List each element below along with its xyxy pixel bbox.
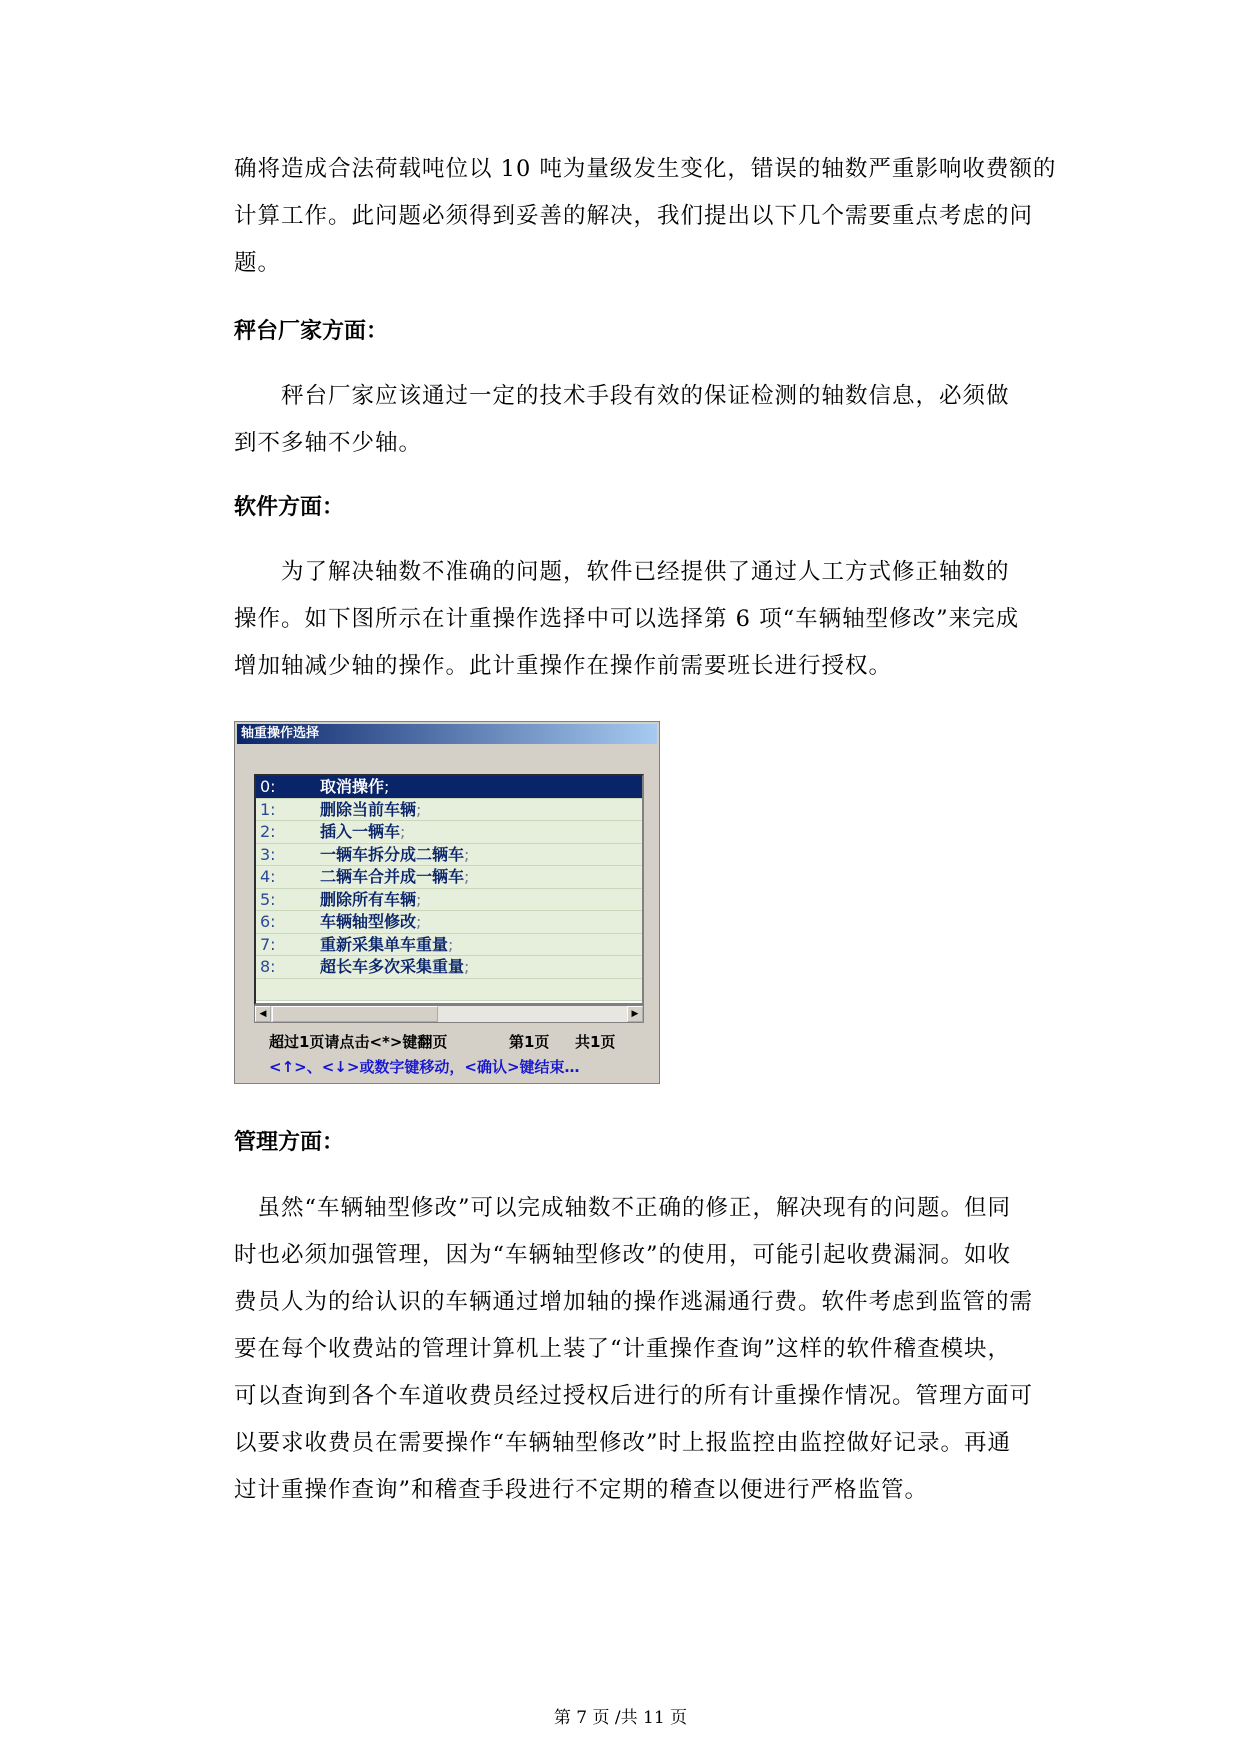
item-label: 删除所有车辆; bbox=[320, 889, 422, 909]
list-item[interactable] bbox=[256, 934, 642, 957]
scroll-left-icon[interactable]: ◀ bbox=[255, 1006, 271, 1022]
text-line: 过计重操作查询”和稽查手段进行不定期的稽查以便进行严格监管。 bbox=[234, 1477, 929, 1503]
text-line: 增加轴减少轴的操作。此计重操作在操作前需要班长进行授权。 bbox=[234, 653, 893, 679]
total-pages: 共1页 bbox=[575, 1033, 616, 1051]
item-label: 超长车多次采集重量; bbox=[320, 957, 470, 976]
item-number: 6: bbox=[260, 912, 276, 931]
paragraph-4 bbox=[234, 1185, 1086, 1514]
text-line: 计算工作。此问题必须得到妥善的解决，我们提出以下几个需要重点考虑的问 bbox=[234, 203, 1034, 229]
item-number: 8: bbox=[260, 957, 276, 976]
item-label: 插入一辆车; bbox=[320, 822, 406, 841]
heading-scale-vendor: 秤台厂家方面： bbox=[234, 319, 389, 344]
list-item[interactable] bbox=[256, 911, 642, 934]
text-line: 为了解决轴数不准确的问题，软件已经提供了通过人工方式修正轴数的 bbox=[234, 559, 1010, 585]
item-label: 一辆车拆分成二辆车; bbox=[320, 844, 470, 864]
dialog-title: 轴重操作选择 bbox=[237, 724, 657, 744]
item-label: 车辆轴型修改; bbox=[320, 912, 422, 931]
list-item[interactable] bbox=[256, 821, 642, 844]
item-number: 3: bbox=[260, 844, 276, 864]
item-number: 4: bbox=[260, 867, 276, 886]
horizontal-scrollbar[interactable] bbox=[254, 1005, 644, 1023]
item-number: 2: bbox=[260, 822, 276, 841]
item-label: 重新采集单车重量; bbox=[320, 934, 454, 954]
paragraph-3 bbox=[234, 549, 1086, 690]
item-label: 删除当前车辆; bbox=[320, 799, 422, 819]
heading-software: 软件方面： bbox=[234, 495, 345, 520]
heading-management: 管理方面： bbox=[234, 1130, 345, 1155]
key-instructions: <↑>、<↓>或数字键移动，<确认>键结束… bbox=[269, 1058, 580, 1076]
text-line: 秤台厂家应该通过一定的技术手段有效的保证检测的轴数信息，必须做 bbox=[234, 383, 1010, 409]
list-item[interactable] bbox=[256, 776, 642, 799]
page-hint: 超过1页请点击<*>键翻页 bbox=[269, 1033, 448, 1051]
axle-operation-dialog bbox=[234, 721, 660, 1084]
list-item[interactable] bbox=[256, 844, 642, 867]
list-item[interactable] bbox=[256, 956, 642, 979]
operation-list[interactable] bbox=[254, 774, 644, 1005]
item-label: 二辆车合并成一辆车; bbox=[320, 867, 470, 886]
text-line: 确将造成合法荷载吨位以 10 吨为量级发生变化，错误的轴数严重影响收费额的 bbox=[234, 156, 1057, 182]
text-line: 要在每个收费站的管理计算机上装了“计重操作查询”这样的软件稽查模块， bbox=[234, 1336, 1012, 1362]
text-line: 以要求收费员在需要操作“车辆轴型修改”时上报监控由监控做好记录。再通 bbox=[234, 1430, 1012, 1456]
item-number: 5: bbox=[260, 889, 276, 909]
item-number: 1: bbox=[260, 799, 276, 819]
page-footer: 第 7 页 /共 11 页 bbox=[553, 1708, 688, 1728]
list-item[interactable] bbox=[256, 866, 642, 889]
item-number: 7: bbox=[260, 934, 276, 954]
text-line: 到不多轴不少轴。 bbox=[234, 430, 423, 456]
text-line: 时也必须加强管理，因为“车辆轴型修改”的使用，可能引起收费漏洞。如收 bbox=[234, 1242, 1012, 1268]
text-line: 费员人为的给认识的车辆通过增加轴的操作逃漏通行费。软件考虑到监管的需 bbox=[234, 1289, 1034, 1315]
text-line: 操作。如下图所示在计重操作选择中可以选择第 6 项“车辆轴型修改”来完成 bbox=[234, 606, 1020, 632]
scroll-right-icon[interactable]: ▶ bbox=[627, 1006, 643, 1022]
text-line: 虽然“车辆轴型修改”可以完成轴数不正确的修正，解决现有的问题。但同 bbox=[234, 1195, 1012, 1221]
paragraph-1 bbox=[234, 146, 1086, 287]
item-label: 取消操作; bbox=[320, 777, 390, 796]
item-number: 0: bbox=[260, 777, 276, 796]
list-item[interactable] bbox=[256, 799, 642, 822]
list-empty-row bbox=[256, 979, 642, 1002]
paragraph-2 bbox=[234, 373, 1086, 467]
scroll-thumb[interactable] bbox=[272, 1006, 438, 1022]
current-page: 第1页 bbox=[509, 1033, 550, 1051]
list-item[interactable] bbox=[256, 889, 642, 912]
text-line: 可以查询到各个车道收费员经过授权后进行的所有计重操作情况。管理方面可 bbox=[234, 1383, 1034, 1409]
text-line: 题。 bbox=[234, 250, 282, 276]
